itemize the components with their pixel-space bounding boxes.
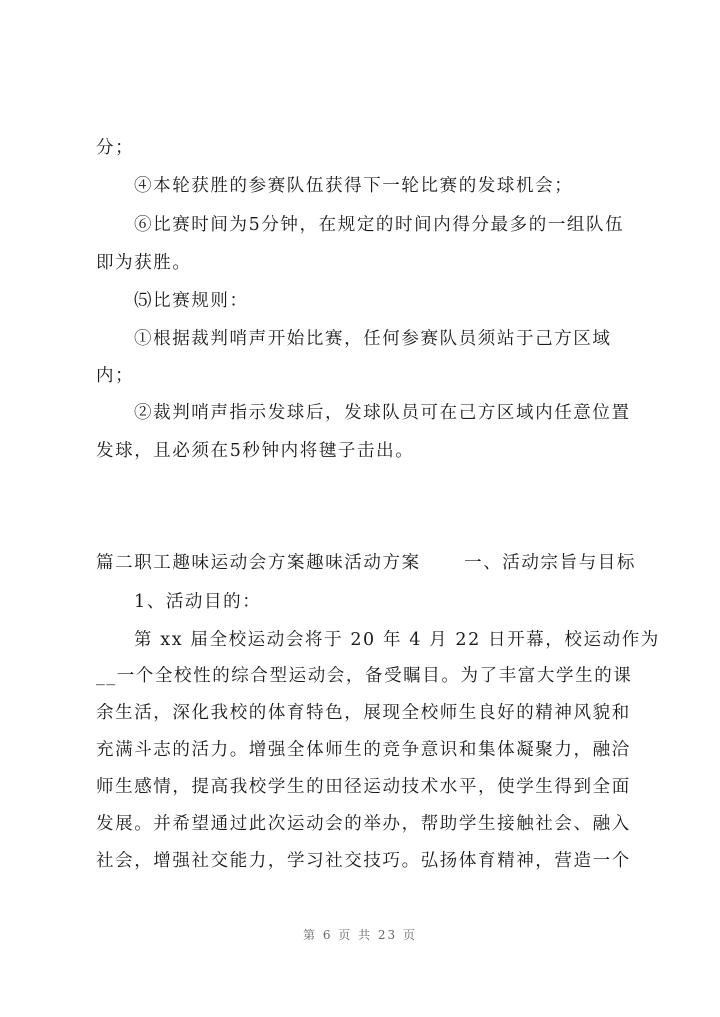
paragraph-line: ⑸比赛规则： xyxy=(134,291,249,311)
paragraph-line: ②裁判哨声指示发球后，发球队员可在己方区域内任意位置 xyxy=(134,403,631,423)
section-heading xyxy=(96,551,636,575)
section-heading-title: 篇二职工趣味运动会方案趣味活动方案 xyxy=(96,553,421,573)
subheading: 1、活动目的： xyxy=(134,592,262,612)
body-line: 发展。并希望通过此次运动会的举办，帮助学生接触社会、融入 xyxy=(96,814,631,834)
paragraph-line: ①根据裁判哨声开始比赛，任何参赛队员须站于己方区域 xyxy=(134,329,612,349)
paragraph-line: ④本轮获胜的参赛队伍获得下一轮比赛的发球机会； xyxy=(134,176,574,196)
body-line: __一个全校性的综合型运动会，备受瞩目。为了丰富大学生的课 xyxy=(96,666,633,686)
body-line: 充满斗志的活力。增强全体师生的竞争意识和集体凝聚力，融洽 xyxy=(96,740,631,760)
section-heading-subtitle: 一、活动宗旨与目标 xyxy=(464,553,636,573)
body-line: 余生活，深化我校的体育特色，展现全校师生良好的精神风貌和 xyxy=(96,703,631,723)
paragraph-line: ⑥比赛时间为5分钟，在规定的时间内得分最多的一组队伍 xyxy=(134,215,625,235)
paragraph-line: 内； xyxy=(96,366,135,386)
paragraph-line: 分； xyxy=(96,138,135,158)
body-line: 社会，增强社交能力，学习社交技巧。弘扬体育精神，营造一个 xyxy=(96,851,631,871)
page-number-footer: 第 6 页 共 23 页 xyxy=(303,928,417,942)
body-line: 第 xx 届全校运动会将于 20 年 4 月 22 日开幕，校运动作为 xyxy=(134,630,660,650)
body-line: 师生感情，提高我校学生的田径运动技术水平，使学生得到全面 xyxy=(96,777,631,797)
paragraph-line: 发球，且必须在5秒钟内将毽子击出。 xyxy=(96,441,415,461)
paragraph-line: 即为获胜。 xyxy=(96,253,192,273)
